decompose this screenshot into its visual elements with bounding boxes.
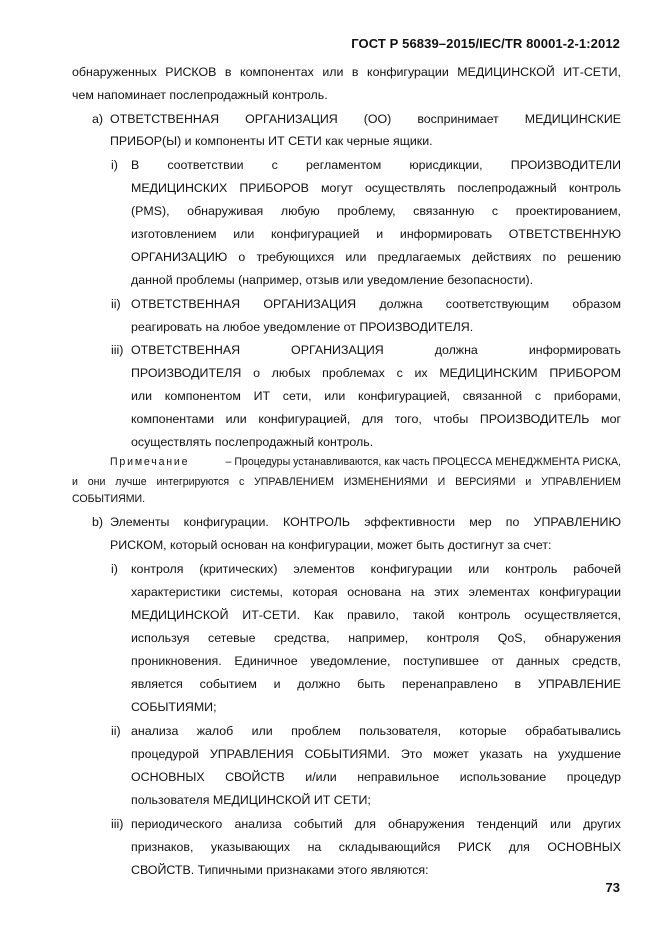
item-b-i-line-2: характеристики системы, которая основана на этих элементах конфигурации (131, 585, 621, 599)
item-b-i-line-6: является событием и должно быть перенаправлено в УПРАВЛЕНИЕ (131, 677, 621, 691)
item-a-iii-line-3: или компонентом ИТ сети, или конфигурацией, связанной с приборами, (131, 389, 621, 403)
item-b-ii-line-4: пользователя МЕДИЦИНСКОЙ ИТ СЕТИ; (131, 793, 371, 807)
item-b-ii-label: ii) (111, 724, 121, 738)
page-number: 73 (605, 880, 620, 895)
item-b-ii-line-1: анализа жалоб или проблем пользователя, которые обрабатывались (131, 724, 621, 738)
item-b-i-line-1: контроля (критических) элементов конфигурации или контроль рабочей (131, 562, 621, 576)
item-b-i-line-3: МЕДИЦИНСКОЙ ИТ-СЕТИ. Как правило, такой контроль осуществляется, (131, 608, 621, 622)
note-line-1 (110, 454, 621, 470)
item-b-i-label: i) (111, 562, 118, 576)
item-a-line-2: ПРИБОР(Ы) и компоненты ИТ СЕТИ как черные ящики. (110, 134, 433, 148)
item-b-line-1: Элементы конфигурации. КОНТРОЛЬ эффективности мер по УПРАВЛЕНИЮ (110, 515, 621, 529)
item-a-i-line-5: ОРГАНИЗАЦИЮ о требующихся или предлагаемых действиях по решению (131, 250, 621, 264)
item-a-iii-label: iii) (111, 343, 124, 357)
item-a-iii-line-2: ПРОИЗВОДИТЕЛЯ о любых проблемах с их МЕДИЦИНСКИМ ПРИБОРОМ (131, 366, 621, 380)
item-b-iii-line-1: периодического анализа событий для обнаружения тенденций или других (131, 817, 621, 831)
item-b-iii-line-3: СВОЙСТВ. Типичными признаками этого являются: (131, 863, 429, 877)
item-b-line-2: РИСКОМ, который основан на конфигурации, может быть достигнут за счет: (110, 538, 552, 552)
item-a-iii-line-4: компонентами или конфигурацией, для того, чтобы ПРОИЗВОДИТЕЛЬ мог (131, 412, 621, 426)
item-b-ii-line-3: ОСНОВНЫХ СВОЙСТВ и/или неправильное использование процедур (131, 770, 621, 784)
item-a-i-line-2: МЕДИЦИНСКИХ ПРИБОРОВ могут осуществлять послепродажный контроль (131, 181, 621, 195)
item-a-i-line-3: (PMS), обнаруживая любую проблему, связанную с проектированием, (131, 204, 621, 218)
note-line-3: СОБЫТИЯМИ. (72, 493, 146, 505)
item-a-iii-line-5: осуществлять послепродажный контроль. (131, 435, 374, 449)
item-a-i-line-4: изготовлением или конфигурацией и информировать ОТВЕТСТВЕННУЮ (131, 227, 621, 241)
item-a-ii-line-1: ОТВЕТСТВЕННАЯ ОРГАНИЗАЦИЯ должна соответствующим образом (131, 297, 621, 311)
item-a-iii-line-1: ОТВЕТСТВЕННАЯ ОРГАНИЗАЦИЯ должна информировать (131, 343, 621, 357)
document-code-header: ГОСТ Р 56839–2015/IEC/TR 80001-2-1:2012 (351, 36, 620, 51)
item-a-label: a) (92, 112, 104, 126)
intro-line-1: обнаруженных РИСКОВ в компонентах или в конфигурации МЕДИЦИНСКОЙ ИТ-СЕТИ, (72, 65, 621, 79)
item-b-iii-line-2: признаков, указывающих на складывающийся РИСК для ОСНОВНЫХ (131, 840, 621, 854)
note-label: Примечание (110, 456, 190, 468)
item-a-i-line-6: данной проблемы (например, отзыв или уведомление безопасности). (131, 273, 534, 287)
item-b-label: b) (92, 515, 104, 529)
item-b-ii-line-2: процедурой УПРАВЛЕНИЯ СОБЫТИЯМИ. Это может указать на ухудшение (131, 747, 621, 761)
item-a-ii-label: ii) (111, 297, 121, 311)
item-b-iii-label: iii) (111, 817, 124, 831)
item-b-i-line-5: проникновения. Единичное уведомление, поступившее от данных средств, (131, 654, 621, 668)
item-b-i-line-4: используя сетевые средства, например, контроля QoS, обнаружения (131, 631, 621, 645)
note-text-1: – Процедуры устанавливаются, как часть ПРОЦЕССА МЕНЕДЖМЕНТА РИСКА, (225, 456, 621, 468)
item-a-i-line-1: В соответствии с регламентом юрисдикции, ПРОИЗВОДИТЕЛИ (131, 158, 621, 172)
intro-line-2: чем напоминает послепродажный контроль. (72, 88, 328, 102)
note-line-2: и они лучше интегрируются с УПРАВЛЕНИЕМ ИЗМЕНЕНИЯМИ И ВЕРСИЯМИ и УПРАВЛЕНИЕМ (72, 476, 621, 488)
item-a-i-label: i) (111, 158, 118, 172)
item-a-ii-line-2: реагировать на любое уведомление от ПРОИЗВОДИТЕЛЯ. (131, 320, 474, 334)
item-a-line-1: ОТВЕТСТВЕННАЯ ОРГАНИЗАЦИЯ (ОО) воспринимает МЕДИЦИНСКИЕ (110, 112, 621, 126)
item-b-i-line-7: СОБЫТИЯМИ; (131, 700, 217, 714)
